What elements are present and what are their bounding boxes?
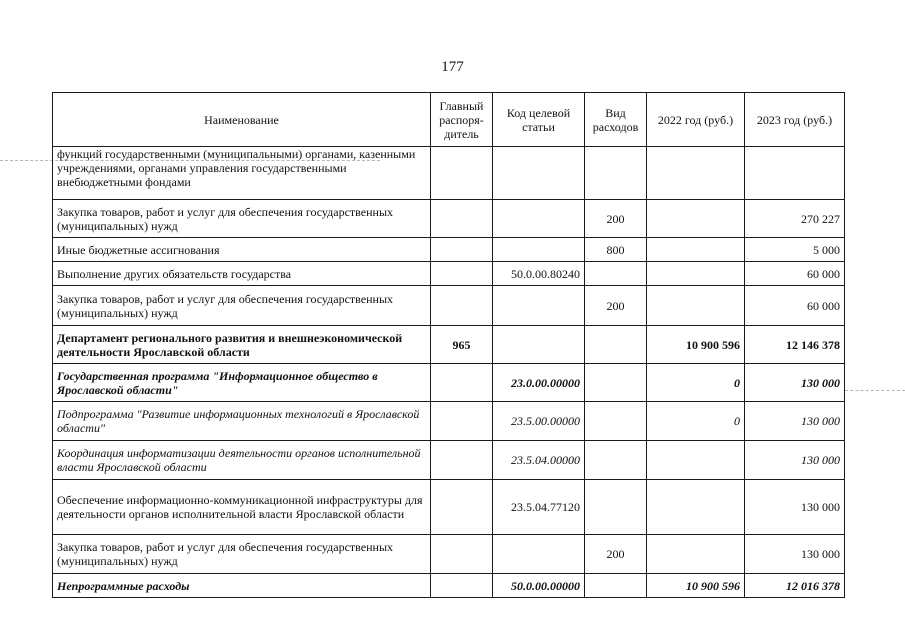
row-type: [585, 364, 647, 402]
row-2022: [647, 535, 745, 574]
row-code: [493, 147, 585, 200]
row-code: [493, 286, 585, 326]
row-manager: [431, 238, 493, 262]
row-code: [493, 200, 585, 238]
row-code: [493, 535, 585, 574]
row-code: [493, 326, 585, 364]
table-row: [53, 262, 845, 286]
row-code: [493, 238, 585, 262]
row-type: [585, 326, 647, 364]
row-code: 23.5.00.00000: [493, 402, 585, 441]
row-2023: 270 227: [745, 200, 845, 238]
row-manager: [431, 286, 493, 326]
row-name: Обеспечение информационно-коммуникационной инфраструктуры для деятельности органов исполнительной власти Ярославской области: [53, 480, 431, 535]
header-manager: Главный распоря-дитель: [431, 93, 493, 147]
row-name: Непрограммные расходы: [53, 574, 431, 598]
row-2022: [647, 262, 745, 286]
row-manager: 965: [431, 326, 493, 364]
row-2023: 130 000: [745, 402, 845, 441]
row-name: Иные бюджетные ассигнования: [53, 238, 431, 262]
table-row: [53, 286, 845, 326]
row-name: Выполнение других обязательств государства: [53, 262, 431, 286]
row-type: [585, 147, 647, 200]
row-type: 200: [585, 535, 647, 574]
table-row: [53, 147, 845, 200]
row-name: Государственная программа "Информационное общество в Ярославской области": [53, 364, 431, 402]
row-2022: 10 900 596: [647, 574, 745, 598]
row-2022: [647, 441, 745, 480]
row-2023: 5 000: [745, 238, 845, 262]
row-2023: 130 000: [745, 535, 845, 574]
row-name: Координация информатизации деятельности органов исполнительной власти Ярославской области: [53, 441, 431, 480]
row-code: 23.0.00.00000: [493, 364, 585, 402]
row-code: 23.5.04.00000: [493, 441, 585, 480]
row-manager: [431, 402, 493, 441]
row-2023: 60 000: [745, 286, 845, 326]
table-header-row: [53, 93, 845, 147]
row-name: Закупка товаров, работ и услуг для обеспечения государственных (муниципальных) нужд: [53, 535, 431, 574]
table-row: [53, 326, 845, 364]
row-name: Департамент регионального развития и внешнеэкономической деятельности Ярославской области: [53, 326, 431, 364]
table-row: [53, 238, 845, 262]
row-2022: [647, 286, 745, 326]
row-type: 200: [585, 286, 647, 326]
table-row: [53, 480, 845, 535]
row-type: [585, 441, 647, 480]
row-name: Закупка товаров, работ и услуг для обеспечения государственных (муниципальных) нужд: [53, 286, 431, 326]
header-type: Вид расходов: [585, 93, 647, 147]
row-manager: [431, 535, 493, 574]
row-2023: 12 146 378: [745, 326, 845, 364]
row-name: функций государственными (муниципальными) органами, казенными учреждениями, органами управления государственными внебюджетными фондами: [53, 147, 431, 200]
row-2022: 10 900 596: [647, 326, 745, 364]
scan-dash-right: [845, 390, 905, 391]
row-type: 800: [585, 238, 647, 262]
header-2022: 2022 год (руб.): [647, 93, 745, 147]
row-name: Подпрограмма "Развитие информационных технологий в Ярославской области": [53, 402, 431, 441]
row-2023: 130 000: [745, 441, 845, 480]
row-type: [585, 574, 647, 598]
row-type: [585, 262, 647, 286]
row-2022: [647, 480, 745, 535]
row-code: 50.0.00.00000: [493, 574, 585, 598]
row-2023: 130 000: [745, 364, 845, 402]
row-2023: 130 000: [745, 480, 845, 535]
row-code: 23.5.04.77120: [493, 480, 585, 535]
table-row: [53, 535, 845, 574]
page-number: 177: [441, 59, 464, 75]
row-2023: [745, 147, 845, 200]
row-type: [585, 402, 647, 441]
row-manager: [431, 574, 493, 598]
header-name: Наименование: [53, 93, 431, 147]
table-row: [53, 574, 845, 598]
row-manager: [431, 441, 493, 480]
row-2023: 60 000: [745, 262, 845, 286]
row-type: 200: [585, 200, 647, 238]
row-name: Закупка товаров, работ и услуг для обеспечения государственных (муниципальных) нужд: [53, 200, 431, 238]
row-manager: [431, 262, 493, 286]
row-2022: [647, 200, 745, 238]
row-2022: 0: [647, 402, 745, 441]
row-2023: 12 016 378: [745, 574, 845, 598]
header-2023: 2023 год (руб.): [745, 93, 845, 147]
table-row: [53, 441, 845, 480]
header-code: Код целевой статьи: [493, 93, 585, 147]
row-manager: [431, 200, 493, 238]
row-2022: [647, 238, 745, 262]
row-type: [585, 480, 647, 535]
row-code: 50.0.00.80240: [493, 262, 585, 286]
row-manager: [431, 480, 493, 535]
budget-table: [52, 92, 845, 598]
row-manager: [431, 147, 493, 200]
table-row: [53, 364, 845, 402]
row-manager: [431, 364, 493, 402]
row-2022: [647, 147, 745, 200]
row-2022: 0: [647, 364, 745, 402]
table-row: [53, 402, 845, 441]
table-row: [53, 200, 845, 238]
